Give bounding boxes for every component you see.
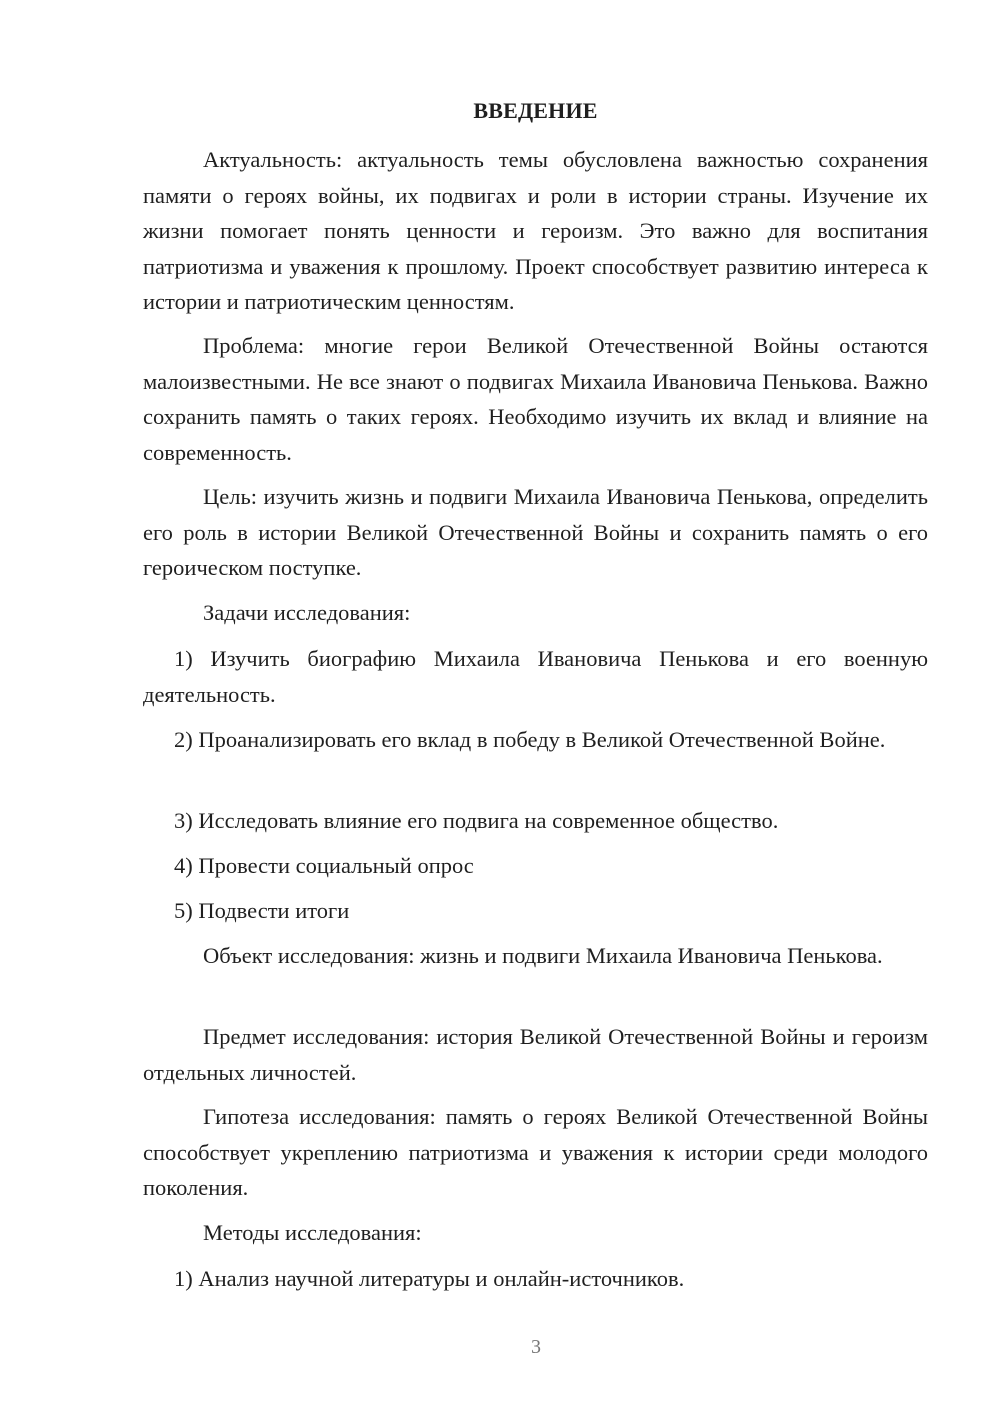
list-item-task-1: 1) Изучить биографию Михаила Ивановича Пенькова и его военную деятельность.	[143, 646, 928, 707]
page-number: 3	[531, 1336, 541, 1358]
paragraph-object: Объект исследования: жизнь и подвиги Михаила Ивановича Пенькова.	[203, 943, 883, 968]
list-item-task-5: 5) Подвести итоги	[174, 898, 350, 923]
list-item-method-1: 1) Анализ научной литературы и онлайн-источников.	[174, 1266, 685, 1291]
paragraph-problem: Проблема: многие герои Великой Отечественной Войны остаются малоизвестными. Не все знают о подвигах Михаила Ивановича Пенькова. Важно сохранить память о таких героях. Необходимо изучить их вклад и влияние на современность.	[143, 333, 928, 465]
paragraph-goal: Цель: изучить жизнь и подвиги Михаила Ивановича Пенькова, определить его роль в истории Великой Отечественной Войны и сохранить память о его героическом поступке.	[143, 484, 928, 580]
list-item-task-2: 2) Проанализировать его вклад в победу в Великой Отечественной Войне.	[174, 727, 886, 752]
page-title: ВВЕДЕНИЕ	[473, 98, 598, 123]
list-item-task-4: 4) Провести социальный опрос	[174, 853, 474, 878]
paragraph-tasks-heading: Задачи исследования:	[203, 600, 411, 625]
list-item-task-3: 3) Исследовать влияние его подвига на современное общество.	[174, 808, 779, 833]
paragraph-hypothesis: Гипотеза исследования: память о героях Великой Отечественной Войны способствует укреплению патриотизма и уважения к истории среди молодого поколения.	[143, 1104, 928, 1200]
paragraph-methods-heading: Методы исследования:	[203, 1220, 422, 1245]
paragraph-subject: Предмет исследования: история Великой Отечественной Войны и героизм отдельных личностей.	[143, 1024, 928, 1085]
paragraph-relevance: Актуальность: актуальность темы обусловлена важностью сохранения памяти о героях войны, их подвигах и роли в истории страны. Изучение их жизни помогает понять ценности и героизм. Это важно для воспитания патриотизма и уважения к прошлому. Проект способствует развитию интереса к истории и патриотическим ценностям.	[143, 147, 928, 314]
